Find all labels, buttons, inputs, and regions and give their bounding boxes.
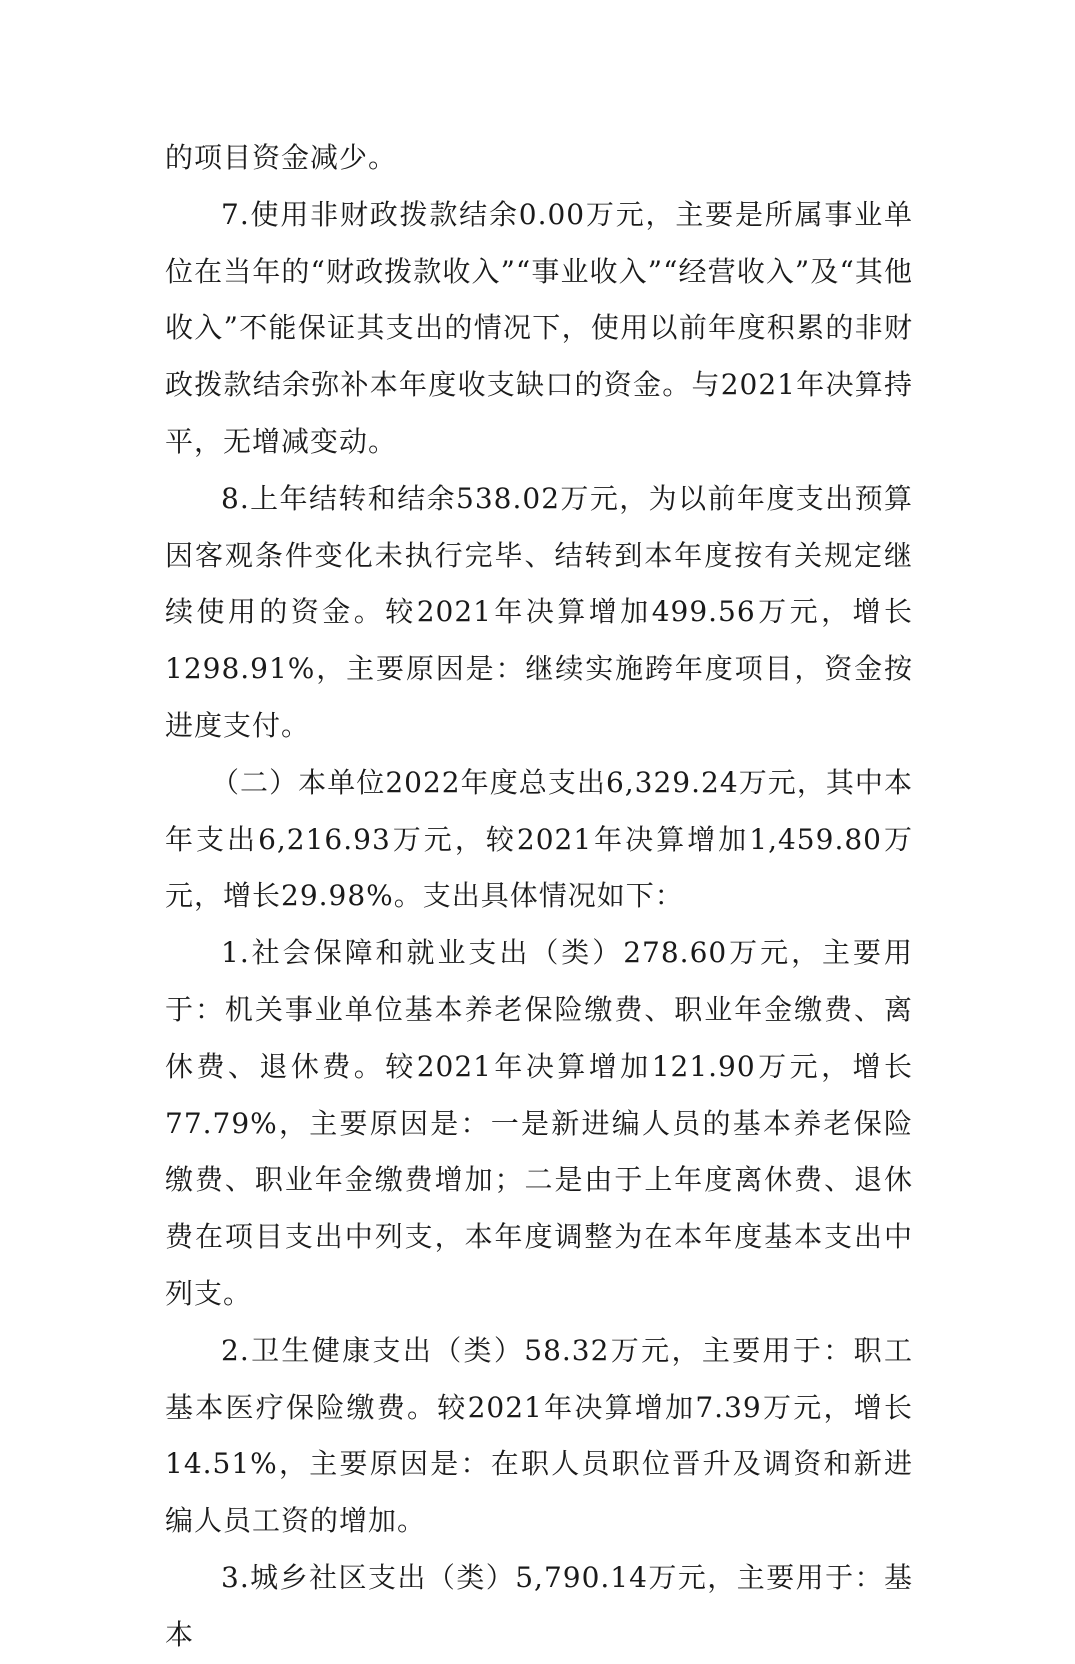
paragraph-item-8: 8.上年结转和结余538.02万元，为以前年度支出预算因客观条件变化未执行完毕、结转到本年度按有关规定继续使用的资金。较2021年决算增加499.56万元，增长1298.91%，主要原因是：继续实施跨年度项目，资金按进度支付。 [165,481,913,742]
paragraph-continuation: 的项目资金减少。 [165,141,398,174]
paragraph-expense-2: 2.卫生健康支出（类）58.32万元，主要用于：职工基本医疗保险缴费。较2021年决算增加7.39万元，增长14.51%，主要原因是：在职人员职位晋升及调资和新进编人员工资的增加。 [165,1333,913,1538]
paragraph-expense-3: 3.城乡社区支出（类）5,790.14万元，主要用于：基本 [165,1560,913,1651]
paragraph-section-2: （二）本单位2022年度总支出6,329.24万元，其中本年支出6,216.93万元，较2021年决算增加1,459.80万元，增长29.98%。支出具体情况如下： [165,765,913,913]
document-body [165,130,913,1664]
paragraph-item-7: 7.使用非财政拨款结余0.00万元，主要是所属事业单位在当年的“财政拨款收入”“事业收入”“经营收入”及“其他收入”不能保证其支出的情况下，使用以前年度积累的非财政拨款结余弥补本年度收支缺口的资金。与2021年决算持平，无增减变动。 [165,197,913,458]
paragraph-expense-1: 1.社会保障和就业支出（类）278.60万元，主要用于：机关事业单位基本养老保险缴费、职业年金缴费、离休费、退休费。较2021年决算增加121.90万元，增长77.79%，主要原因是：一是新进编人员的基本养老保险缴费、职业年金缴费增加；二是由于上年度离休费、退休费在项目支出中列支，本年度调整为在本年度基本支出中列支。 [165,936,913,1310]
